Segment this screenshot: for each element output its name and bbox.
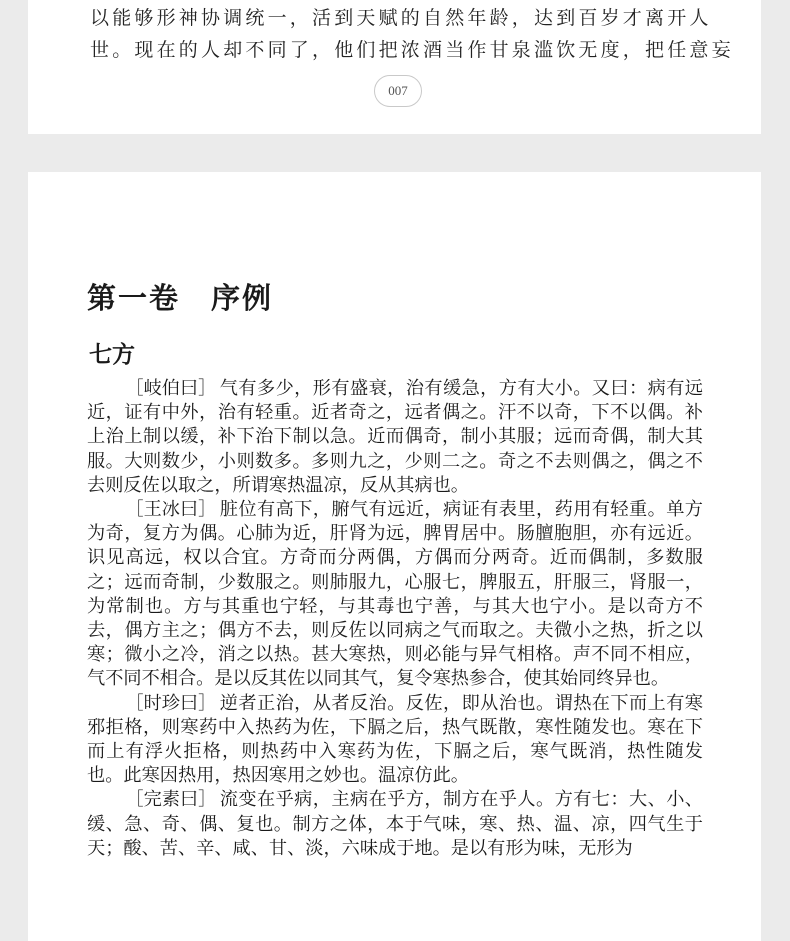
citation-tag: ［时珍曰］ [125, 692, 217, 714]
volume-title: 第一卷 序例 [87, 281, 274, 315]
text-line: 以能够形神协调统一，活到天赋的自然年龄，达到百岁才离开人 [90, 7, 712, 29]
citation-tag: ［岐伯曰］ [125, 378, 217, 399]
paragraph [87, 498, 703, 692]
page-number-badge: 007 [374, 75, 422, 107]
paragraph [87, 692, 703, 789]
text-line: 世。现在的人却不同了，他们把浓酒当作甘泉滥饮无度，把任意妄 [90, 39, 734, 61]
paragraph-text: 逆者正治，从者反治。反佐，即从治也。谓热在下而上有寒邪拒格，则寒药中入热药为佐，下膈之后，热气既散，寒性随发也。寒在下而上有浮火拒格，则热药中入寒药为佐，下膈之后，寒气既消，热性随发也。此寒因热用，热因寒用之妙也。温凉仿此。 [87, 692, 703, 787]
paragraph [87, 377, 703, 498]
paragraph-text: 脏位有高下，腑气有远近，病证有表里，药用有轻重。单方为奇，复方为偶。心肺为近，肝肾为远，脾胃居中。肠膻胞胆，亦有远近。识见高远，权以合宜。方奇而分两偶，方偶而分两奇。近而偶制，多数服之；远而奇制，少数服之。则肺服九，心服七，脾服五，肝服三，肾服一，为常制也。方与其重也宁轻，与其毒也宁善，与其大也宁小。是以奇方不去，偶方主之；偶方不去，则反佐以同病之气而取之。夫微小之热，折之以寒；微小之冷，消之以热。甚大寒热，则必能与异气相格。声不同不相应，气不同不相合。是以反其佐以同其气，复令寒热参合，使其始同终异也。 [87, 499, 703, 690]
paragraph-text: 流变在乎病，主病在乎方，制方在乎人。方有七：大、小、缓、急、奇、偶、复也。制方之体，本于气味，寒、热、温、凉，四气生于天；酸、苦、辛、咸、甘、淡，六味成于地。是以有形为味，无形为 [87, 789, 703, 859]
section-title: 七方 [89, 342, 135, 368]
body-text [87, 377, 703, 861]
previous-page-fragment [28, 0, 761, 134]
citation-tag: ［完素曰］ [125, 789, 217, 811]
paragraph [87, 788, 703, 861]
current-page [28, 172, 761, 941]
citation-tag: ［王冰曰］ [125, 499, 217, 521]
paragraph-text: 气有多少，形有盛衰，治有缓急，方有大小。又曰：病有远近，证有中外，治有轻重。近者奇之，远者偶之。汗不以奇，下不以偶。补上治上制以缓，补下治下制以急。近而偶奇，制小其服；远而奇偶，制大其服。大则数少，小则数多。多则九之，少则二之。奇之不去则偶之，偶之不去则反佐以取之，所谓寒热温凉，反从其病也。 [87, 378, 703, 496]
